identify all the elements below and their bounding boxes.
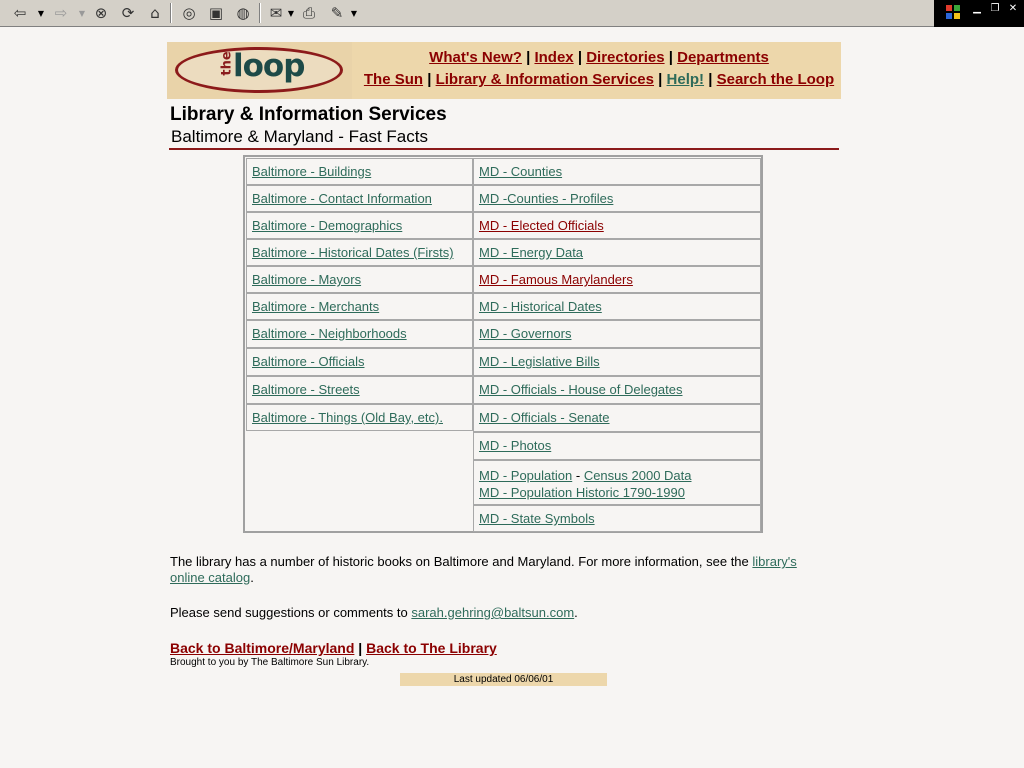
heading-rule [169, 148, 839, 150]
table-cell [246, 158, 473, 185]
table-cell [246, 266, 473, 293]
the-loop-logo[interactable] [167, 42, 352, 99]
link-library-catalog[interactable]: library's [752, 554, 797, 569]
refresh-icon[interactable]: ⟳ [121, 4, 135, 22]
table-cell [246, 376, 473, 404]
table-cell [473, 266, 761, 293]
forward-dropdown-icon[interactable]: ▼ [78, 8, 86, 18]
browser-toolbar [0, 0, 1024, 27]
table-cell [473, 460, 761, 505]
period: . [250, 570, 254, 585]
table-cell [473, 404, 761, 432]
link-md-governors[interactable]: MD - Governors [479, 326, 572, 341]
link-baltimore-buildings[interactable]: Baltimore - Buildings [252, 164, 372, 179]
nav-separator: | [708, 71, 713, 88]
link-md-counties-profiles[interactable]: MD -Counties - Profiles [479, 191, 614, 206]
nav-library-services[interactable]: Library & Information Services [435, 71, 654, 88]
history-icon[interactable]: ◍ [236, 4, 250, 22]
link-md-historical-dates[interactable]: MD - Historical Dates [479, 299, 602, 314]
footer-separator: | [358, 640, 363, 656]
link-md-photos[interactable]: MD - Photos [479, 438, 552, 453]
table-cell [473, 212, 761, 239]
period: . [574, 605, 578, 620]
nav-separator: | [577, 49, 583, 66]
edit-icon[interactable]: ✎ [330, 4, 344, 22]
nav-help[interactable]: Help! [666, 71, 705, 88]
link-md-legislative-bills[interactable]: MD - Legislative Bills [479, 354, 600, 369]
toolbar-separator [170, 3, 172, 23]
print-icon[interactable]: ⎙ [302, 4, 315, 22]
link-md-house-of-delegates[interactable]: MD - Officials - House of Delegates [479, 382, 683, 397]
link-md-elected-officials[interactable]: MD - Elected Officials [479, 218, 604, 233]
table-cell [246, 293, 473, 320]
table-cell [473, 293, 761, 320]
back-links [170, 640, 497, 656]
table-cell [473, 432, 761, 460]
nav-departments[interactable]: Departments [677, 49, 769, 66]
logo-the-text: the [219, 51, 235, 76]
windows-logo-icon [944, 3, 962, 21]
nav-search-the-loop[interactable]: Search the Loop [716, 71, 835, 88]
nav-whats-new[interactable]: What's New? [429, 49, 522, 66]
table-cell [473, 320, 761, 348]
stop-icon[interactable]: ⊗ [94, 4, 108, 22]
dash: - [575, 468, 581, 483]
nav-index[interactable]: Index [534, 49, 574, 66]
table-cell [473, 185, 761, 212]
link-census-2000[interactable]: Census 2000 Data [583, 468, 692, 483]
back-icon[interactable]: ⇦ [13, 4, 27, 22]
mail-icon[interactable]: ✉ [269, 4, 283, 22]
toolbar-separator [259, 3, 261, 23]
table-cell [246, 348, 473, 376]
edit-dropdown-icon[interactable]: ▼ [350, 8, 358, 18]
nav-separator: | [526, 49, 531, 66]
mail-dropdown-icon[interactable]: ▼ [287, 8, 295, 18]
link-online-catalog[interactable]: online catalog [170, 570, 251, 585]
close-icon[interactable]: ✕ [1008, 3, 1018, 14]
link-baltimore-demographics[interactable]: Baltimore - Demographics [252, 218, 403, 233]
suggestions-paragraph [170, 605, 578, 620]
restore-icon[interactable]: ❐ [990, 3, 1000, 14]
link-baltimore-officials[interactable]: Baltimore - Officials [252, 354, 365, 369]
site-banner [167, 42, 841, 99]
nav-directories[interactable]: Directories [586, 49, 665, 66]
nav-separator: | [427, 71, 432, 88]
favorites-icon[interactable]: ▣ [208, 4, 224, 22]
link-md-energy-data[interactable]: MD - Energy Data [479, 245, 584, 260]
page-title: Library & Information Services [170, 104, 447, 125]
catalog-text: The library has a number of historic books on Baltimore and Maryland. For more information, see the [170, 554, 749, 569]
table-cell [473, 239, 761, 266]
credit-line: Brought to you by The Baltimore Sun Library. [170, 657, 370, 668]
table-cell [246, 185, 473, 212]
table-cell [246, 320, 473, 348]
nav-separator: | [658, 71, 663, 88]
link-back-library[interactable]: Back to The Library [366, 640, 497, 656]
link-baltimore-contact[interactable]: Baltimore - Contact Information [252, 191, 432, 206]
nav-row-2 [357, 71, 841, 88]
logo-loop-text: loop [233, 48, 305, 84]
last-updated: Last updated 06/06/01 [400, 673, 607, 686]
link-email[interactable]: sarah.gehring@baltsun.com [411, 605, 575, 620]
link-baltimore-things[interactable]: Baltimore - Things (Old Bay, etc). [252, 410, 443, 425]
table-cell [246, 239, 473, 266]
table-cell [246, 212, 473, 239]
link-md-state-symbols[interactable]: MD - State Symbols [479, 511, 595, 526]
nav-separator: | [668, 49, 673, 66]
back-dropdown-icon[interactable]: ▼ [37, 8, 45, 18]
home-icon[interactable]: ⌂ [150, 4, 160, 22]
fast-facts-table [243, 155, 763, 533]
link-back-baltimore[interactable]: Back to Baltimore/Maryland [170, 640, 355, 656]
catalog-paragraph-line2 [170, 570, 254, 585]
link-baltimore-neighborhoods[interactable]: Baltimore - Neighborhoods [252, 326, 407, 341]
link-md-counties[interactable]: MD - Counties [479, 164, 563, 179]
link-baltimore-historical-dates[interactable]: Baltimore - Historical Dates (Firsts) [252, 245, 454, 260]
table-cell [473, 376, 761, 404]
link-md-population[interactable]: MD - Population [479, 468, 573, 483]
page-subtitle: Baltimore & Maryland - Fast Facts [171, 127, 428, 146]
minimize-icon[interactable]: ▁ [973, 3, 981, 14]
table-cell [473, 505, 761, 532]
link-baltimore-mayors[interactable]: Baltimore - Mayors [252, 272, 362, 287]
catalog-paragraph [170, 554, 797, 569]
link-md-population-historic[interactable]: MD - Population Historic 1790-1990 [479, 485, 685, 500]
search-icon[interactable]: ◎ [182, 4, 196, 22]
link-md-famous-marylanders[interactable]: MD - Famous Marylanders [479, 272, 633, 287]
link-md-senate[interactable]: MD - Officials - Senate [479, 410, 610, 425]
suggestions-text: Please send suggestions or comments to [170, 605, 408, 620]
table-cell [473, 158, 761, 185]
forward-icon[interactable]: ⇨ [54, 4, 68, 22]
table-cell [246, 404, 473, 431]
nav-row-1 [357, 49, 841, 66]
nav-the-sun[interactable]: The Sun [363, 71, 424, 88]
link-baltimore-merchants[interactable]: Baltimore - Merchants [252, 299, 380, 314]
table-cell [473, 348, 761, 376]
link-baltimore-streets[interactable]: Baltimore - Streets [252, 382, 360, 397]
